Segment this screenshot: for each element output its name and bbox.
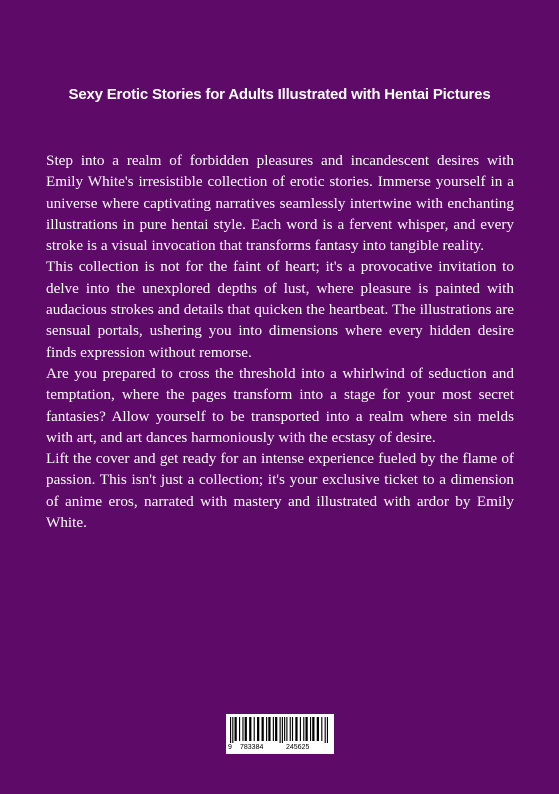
barcode-bar bbox=[232, 717, 233, 743]
description-paragraph: Step into a realm of forbidden pleasures and incandescent desires with Emily White's irresistible collection of erotic stories. Immerse yourself in a universe where captivating narratives seamlessly intertwine with enchanting illustrations in pure hentai style. Each word is a fervent whisper, and every stroke is a visual invocation that transforms fantasy into tangible reality. bbox=[46, 152, 514, 255]
barcode-bar bbox=[327, 717, 328, 743]
barcode-bar bbox=[230, 717, 231, 743]
barcode-bar bbox=[249, 717, 251, 741]
barcode-bar bbox=[286, 717, 287, 741]
description-paragraph: Are you prepared to cross the threshold into a whirlwind of seduction and temptation, where the pages transform into a stage for your most secret fantasies? Allow yourself to be transported into a realm where sin melds with art, and art dances harmoniously with the ecstasy of desire. bbox=[46, 364, 514, 446]
book-title: Sexy Erotic Stories for Adults Illustrated with Hentai Pictures bbox=[68, 86, 491, 103]
barcode-left-group: 783384 bbox=[240, 744, 264, 751]
barcode-bar bbox=[317, 717, 319, 741]
barcode-bar bbox=[257, 717, 259, 741]
barcode-bar bbox=[262, 717, 264, 741]
barcode-bar bbox=[312, 717, 314, 741]
description-paragraph: Lift the cover and get ready for an intense experience fueled by the flame of passion. This isn't just a collection; it's your exclusive ticket to a dimension of anime eros, narrated with mastery and illustrated with ardor by Emily White. bbox=[46, 450, 514, 532]
barcode-lead-digit: 9 bbox=[228, 744, 232, 751]
barcode-right-group: 245625 bbox=[286, 744, 310, 751]
barcode-bar bbox=[321, 717, 322, 741]
barcode-bar bbox=[242, 717, 243, 741]
barcode-bar bbox=[284, 717, 285, 741]
barcode-bar bbox=[305, 717, 307, 741]
barcode-bar bbox=[268, 717, 270, 741]
barcode-digits bbox=[226, 742, 334, 753]
barcode-bar bbox=[303, 717, 304, 741]
description-paragraph: This collection is not for the faint of heart; it's a provocative invitation to delve into the unexplored depths of lust, where pleasure is painted with audacious strokes and details that quicken the heartbeat. The illustrations are sensual portals, ushering you into dimensions where every hidden desire finds expression without remorse. bbox=[46, 258, 514, 361]
barcode-bar bbox=[310, 717, 311, 741]
isbn-barcode bbox=[226, 714, 334, 754]
barcode-icon bbox=[230, 717, 330, 743]
barcode-bar bbox=[275, 717, 277, 741]
barcode-bar bbox=[245, 717, 247, 741]
barcode-bar bbox=[325, 717, 326, 743]
book-description bbox=[46, 150, 514, 533]
barcode-bar bbox=[292, 717, 293, 741]
barcode-bar bbox=[273, 717, 274, 741]
barcode-bar bbox=[295, 717, 297, 741]
barcode-bar bbox=[280, 717, 281, 743]
barcode-bar bbox=[266, 717, 267, 741]
barcode-bar bbox=[300, 717, 301, 741]
barcode-bar bbox=[235, 717, 237, 741]
barcode-bar bbox=[254, 717, 255, 741]
barcode-bar bbox=[282, 717, 283, 743]
barcode-bar bbox=[239, 717, 240, 741]
barcode-bar bbox=[290, 717, 291, 741]
